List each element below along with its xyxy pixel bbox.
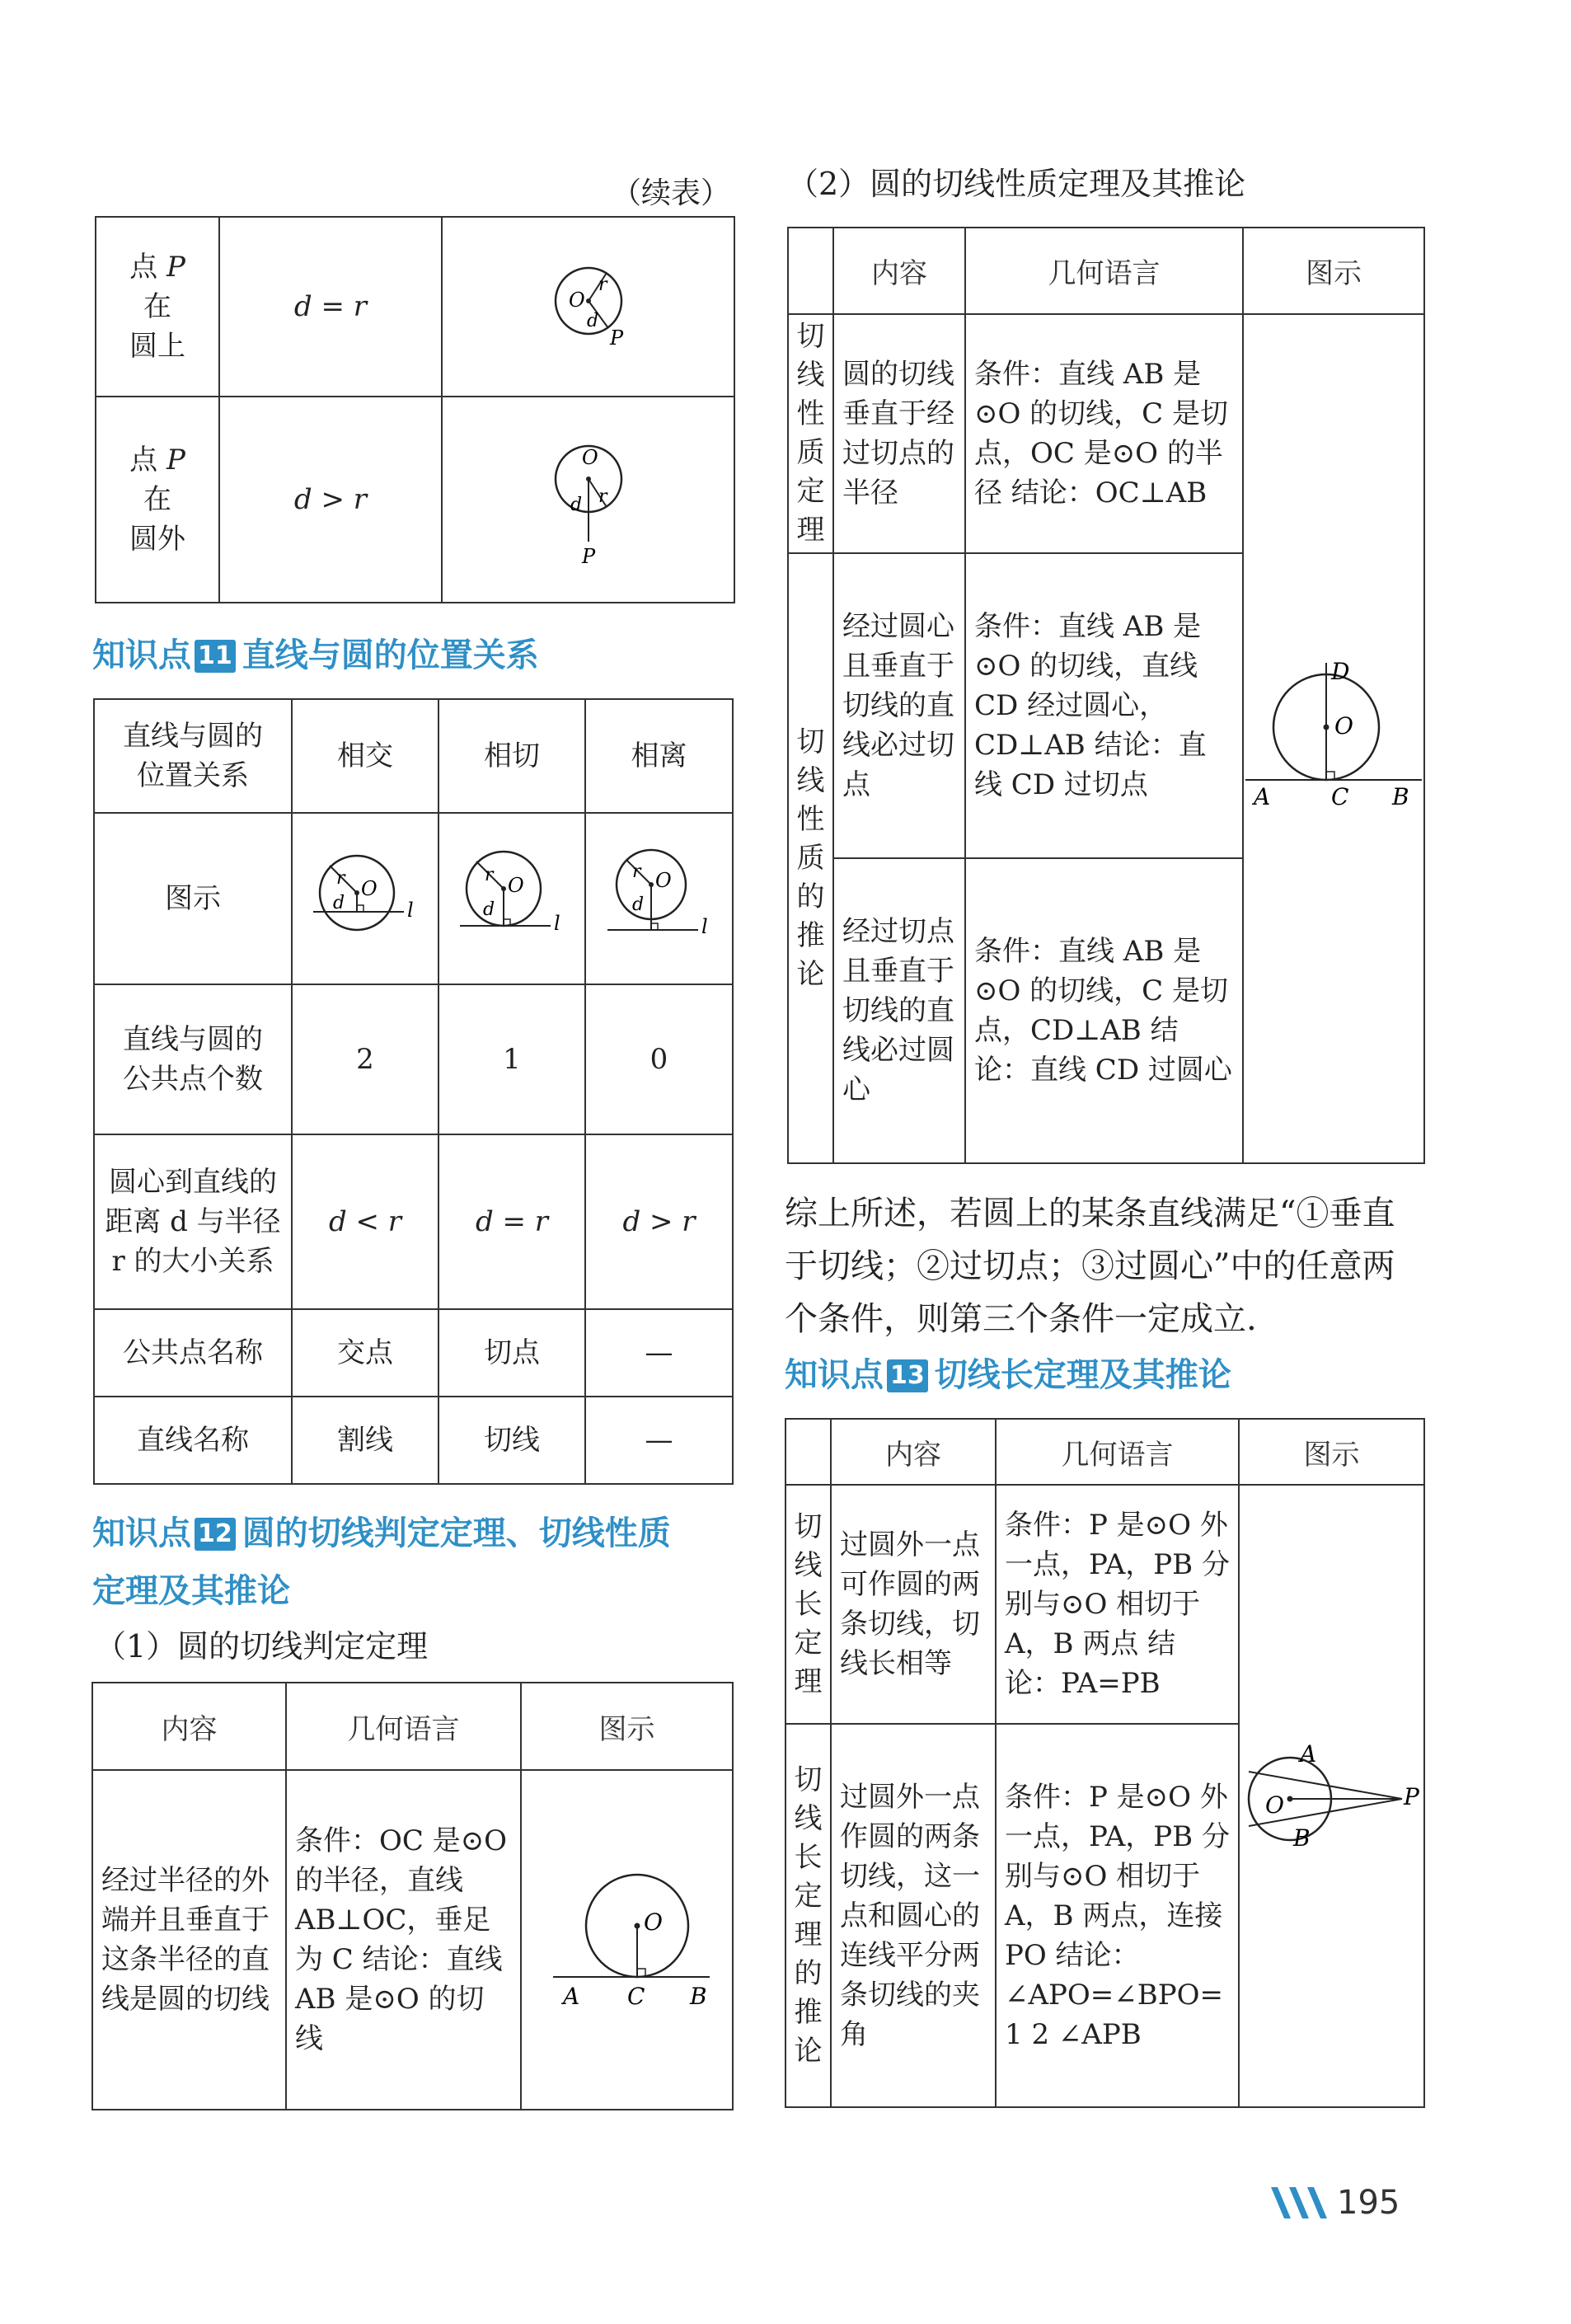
header-cell: 直线与圆的位置关系 — [94, 699, 292, 813]
table-header-row — [92, 1683, 733, 1770]
table-header-row — [786, 1419, 1424, 1485]
content-cell: 经过切点且垂直于切线的直线必过圆心 — [833, 858, 965, 1163]
table-row — [96, 397, 734, 603]
geometry-cell: 条件：直线 AB 是⊙O 的切线，C 是切点，OC 是⊙O 的半径 结论：OC⊥AB — [965, 314, 1243, 553]
category-cell: 切线性质的推论 — [788, 553, 833, 1163]
geometry-cell: 条件：直线 AB 是⊙O 的切线，C 是切点，CD⊥AB 结论：直线 CD 过圆心 — [965, 858, 1243, 1163]
tangent-criterion-table — [91, 1682, 734, 2110]
header-corner — [786, 1419, 831, 1485]
kp11-heading — [92, 627, 539, 684]
svg-text:r: r — [598, 275, 607, 295]
value-cell: — — [585, 1397, 733, 1484]
svg-text:C: C — [1331, 783, 1349, 810]
geometry-cell: 条件：P 是⊙O 外一点，PA，PB 分别与⊙O 相切于 A，B 两点 结论：PA=PB — [996, 1485, 1239, 1724]
svg-text:B: B — [1392, 783, 1409, 810]
content-cell: 经过圆心且垂直于切线的直线必过切点 — [833, 553, 965, 858]
table-row — [94, 813, 733, 984]
svg-text:O: O — [508, 874, 524, 897]
svg-text:d: d — [483, 899, 495, 920]
svg-text:D: D — [1331, 658, 1350, 685]
table-row — [94, 1397, 733, 1484]
header-cell: 几何语言 — [996, 1419, 1239, 1485]
svg-text:O: O — [568, 289, 585, 312]
content-cell: 过圆外一点作圆的两条切线，这一点和圆心的连线平分两条切线的夹角 — [831, 1724, 996, 2107]
diagram-cell — [442, 217, 734, 397]
separate-diagram — [606, 847, 713, 946]
content-cell: 经过半径的外端并且垂直于这条半径的直线是圆的切线 — [92, 1770, 286, 2110]
svg-text:P: P — [1403, 1782, 1419, 1810]
header-cell: 图示 — [521, 1683, 733, 1770]
svg-text:O: O — [1334, 712, 1353, 739]
table-header-row — [94, 699, 733, 813]
table-row — [96, 217, 734, 397]
tangent-property-diagram — [1244, 655, 1423, 819]
kp12-heading-line2: 定理及其推论 — [92, 1572, 290, 1610]
kp-number: 13 — [887, 1359, 928, 1392]
value-cell: d < r — [292, 1134, 438, 1309]
svg-text:O: O — [643, 1908, 663, 1936]
header-cell: 图示 — [1243, 228, 1424, 314]
summary-paragraph: 综上所述，若圆上的某条直线满足“①垂直于切线；②过切点；③过圆心”中的任意两个条件，则第三个条件一定成立. — [785, 1195, 1395, 1338]
diagram-cell — [521, 1770, 733, 2110]
diagram-cell — [442, 397, 734, 603]
value-cell: — — [585, 1309, 733, 1397]
svg-text:C: C — [626, 1983, 645, 2010]
svg-text:d: d — [631, 894, 644, 915]
svg-text:d: d — [333, 893, 345, 913]
line-circle-relation-table — [93, 698, 734, 1485]
value-cell: 1 — [438, 984, 585, 1134]
row-label: 公共点名称 — [94, 1309, 292, 1397]
table-row — [788, 314, 1424, 553]
tangent-length-table — [785, 1418, 1425, 2108]
point-position-table — [95, 216, 735, 603]
value-cell: 割线 — [292, 1397, 438, 1484]
category-cell: 切线长定理的推论 — [786, 1724, 831, 2107]
header-cell: 相切 — [438, 699, 585, 813]
kp-title: 圆的切线判定定理、切线性质 — [242, 1514, 671, 1552]
category-cell: 切线性质定理 — [788, 314, 833, 553]
svg-text:d: d — [570, 495, 582, 515]
kp-label: 知识点 — [92, 636, 191, 674]
kp-number: 11 — [195, 640, 236, 673]
row-label: 点 P 在 圆上 — [96, 217, 219, 397]
value-cell: d > r — [585, 1134, 733, 1309]
svg-text:P: P — [581, 545, 595, 568]
row-label: 直线与圆的公共点个数 — [94, 984, 292, 1134]
svg-text:r: r — [485, 865, 494, 885]
kp12-subheading-1: （1）圆的切线判定定理 — [95, 1628, 429, 1664]
svg-text:A: A — [562, 1983, 579, 2010]
header-cell: 几何语言 — [286, 1683, 521, 1770]
header-cell: 相离 — [585, 699, 733, 813]
svg-text:A: A — [1299, 1739, 1316, 1768]
page-number: 195 — [1337, 2184, 1400, 2222]
svg-text:O: O — [581, 446, 598, 469]
row-label: 圆心到直线的距离 d 与半径 r 的大小关系 — [94, 1134, 292, 1309]
svg-text:P: P — [609, 326, 623, 350]
svg-text:O: O — [654, 869, 672, 892]
svg-text:A: A — [1254, 783, 1271, 810]
svg-text:l: l — [407, 899, 414, 922]
value-cell: 2 — [292, 984, 438, 1134]
header-cell: 内容 — [92, 1683, 286, 1770]
geometry-cell: 条件：OC 是⊙O 的半径，直线 AB⊥OC，垂足为 C 结论：直线 AB 是⊙O 的切线 — [286, 1770, 521, 2110]
value-cell: 交点 — [292, 1309, 438, 1397]
relation-cell: d > r — [219, 397, 442, 603]
kp-label: 知识点 — [92, 1514, 191, 1552]
svg-text:B: B — [1292, 1824, 1311, 1852]
svg-text:r: r — [598, 486, 607, 507]
svg-text:O: O — [1264, 1791, 1284, 1819]
page-marker-icon — [1269, 2182, 1334, 2223]
value-cell: 切线 — [438, 1397, 585, 1484]
row-label: 点 P 在 圆外 — [96, 397, 219, 603]
table-row — [94, 1134, 733, 1309]
header-cell: 内容 — [833, 228, 965, 314]
point-on-circle-diagram — [539, 256, 638, 354]
diagram-cell — [585, 813, 733, 984]
header-cell: 几何语言 — [965, 228, 1243, 314]
table-row — [92, 1770, 733, 2110]
table-row — [786, 1485, 1424, 1724]
value-cell: 0 — [585, 984, 733, 1134]
header-cell: 相交 — [292, 699, 438, 813]
intersect-diagram — [312, 847, 419, 946]
diagram-cell — [292, 813, 438, 984]
value-cell: 切点 — [438, 1309, 585, 1397]
category-cell: 切线长定理 — [786, 1485, 831, 1724]
table-row — [94, 1309, 733, 1397]
kp-title: 直线与圆的位置关系 — [242, 636, 539, 674]
table-row — [94, 984, 733, 1134]
content-cell: 圆的切线垂直于经过切点的半径 — [833, 314, 965, 553]
svg-text:d: d — [586, 311, 598, 331]
row-label: 图示 — [94, 813, 292, 984]
svg-text:r: r — [631, 862, 641, 882]
header-corner — [788, 228, 833, 314]
table-header-row — [788, 228, 1424, 314]
tangent-length-diagram — [1240, 1721, 1423, 1869]
svg-text:O: O — [361, 877, 378, 900]
tangent-property-table — [787, 227, 1425, 1164]
kp13-heading — [785, 1346, 1231, 1404]
tangent-diagram — [458, 847, 565, 946]
svg-text:l: l — [701, 915, 708, 938]
tangent-criterion-diagram — [537, 1847, 718, 2029]
svg-text:r: r — [336, 868, 345, 889]
point-outside-circle-diagram — [539, 428, 638, 568]
kp12-subheading-2: （2）圆的切线性质定理及其推论 — [787, 166, 1246, 202]
svg-text:l: l — [554, 912, 560, 935]
diagram-cell — [1243, 314, 1424, 1163]
relation-cell: d = r — [219, 217, 442, 397]
kp-title: 切线长定理及其推论 — [934, 1356, 1231, 1394]
kp12-heading — [92, 1505, 671, 1562]
geometry-cell: 条件：P 是⊙O 外一点，PA，PB 分别与⊙O 相切于 A，B 两点，连接 PO 结论：∠APO=∠BPO= 1 2 ∠APB — [996, 1724, 1239, 2107]
content-cell: 过圆外一点可作圆的两条切线，切线长相等 — [831, 1485, 996, 1724]
row-label: 直线名称 — [94, 1397, 292, 1484]
kp-label: 知识点 — [785, 1356, 884, 1394]
continued-label: （续表） — [612, 176, 731, 210]
kp-number: 12 — [195, 1518, 236, 1551]
header-cell: 内容 — [831, 1419, 996, 1485]
diagram-cell — [438, 813, 585, 984]
geometry-cell: 条件：直线 AB 是⊙O 的切线，直线 CD 经过圆心，CD⊥AB 结论：直线 CD 过切点 — [965, 553, 1243, 858]
header-cell: 图示 — [1239, 1419, 1424, 1485]
diagram-cell — [1239, 1485, 1424, 2107]
svg-text:B: B — [689, 1983, 707, 2010]
value-cell: d = r — [438, 1134, 585, 1309]
